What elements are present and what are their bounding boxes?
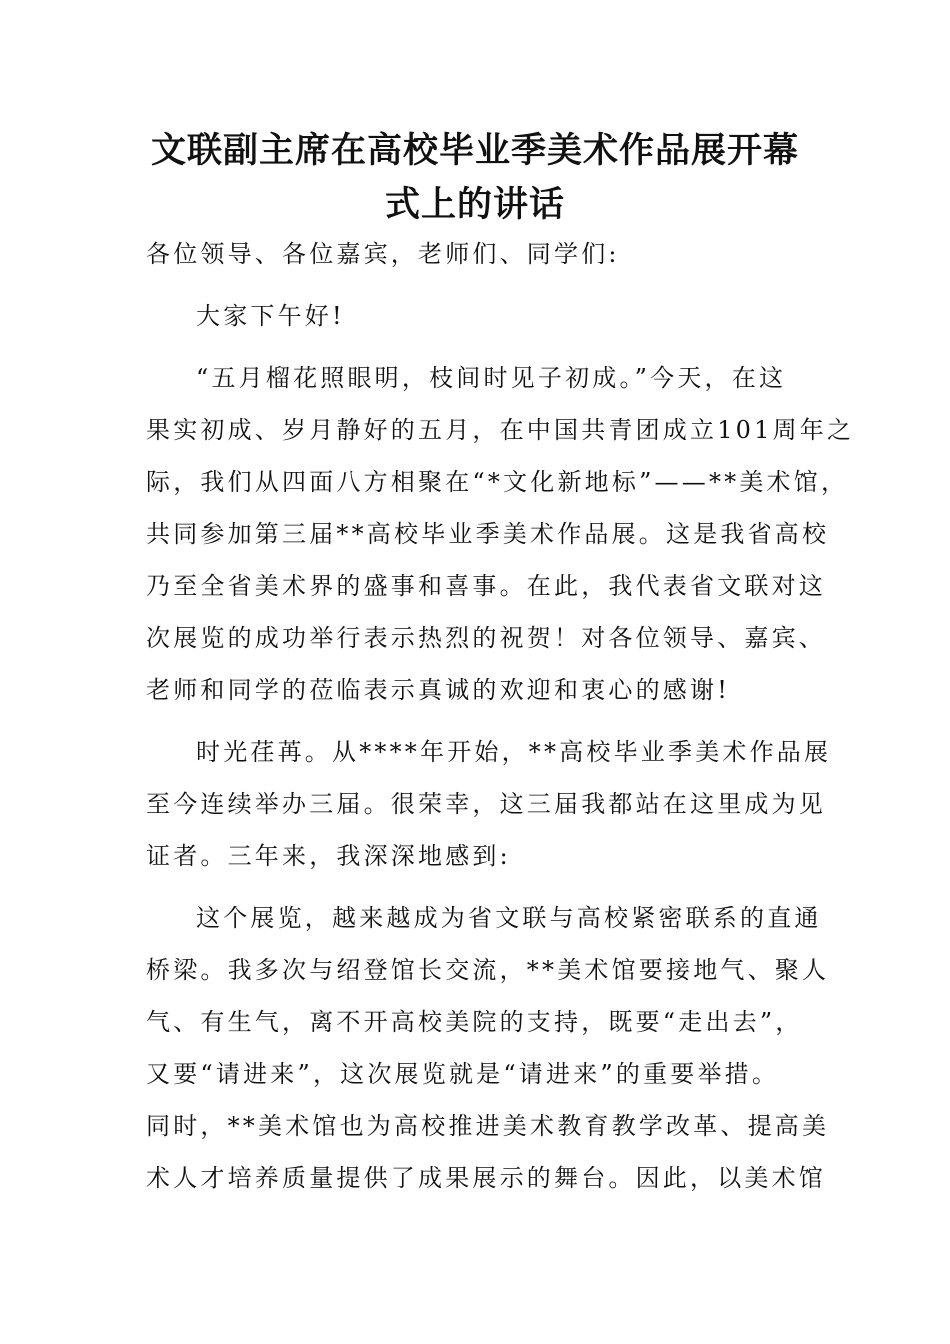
paragraph-line: 术人才培养质量提供了成果展示的舞台。因此，以美术馆 [146, 1164, 826, 1192]
paragraph-1 [146, 352, 855, 716]
title-line-2: 式上的讲话 [384, 184, 565, 225]
paragraph-line: 桥梁。我多次与绍登馆长交流，**美术馆要接地气、聚人 [146, 956, 830, 984]
paragraph-line: 次展览的成功举行表示热烈的祝贺！对各位领导、嘉宾、 [146, 624, 826, 652]
paragraph-line: 果实初成、岁月静好的五月，在中国共青团成立101周年之 [146, 416, 855, 444]
paragraph-line: 共同参加第三届**高校毕业季美术作品展。这是我省高校 [146, 520, 830, 548]
greeting: 大家下午好! [196, 302, 345, 330]
paragraph-line: 这个展览，越来越成为省文联与高校紧密联系的直通 [196, 904, 822, 932]
document-title [130, 124, 820, 232]
paragraph-line: 际，我们从四面八方相聚在“*文化新地标”——**美术馆， [146, 468, 849, 496]
paragraph-3 [146, 892, 830, 1204]
paragraph-line: 又要“请进来”，这次展览就是“请进来”的重要举措。 [146, 1060, 780, 1088]
document-body [146, 228, 855, 1204]
paragraph-line: 气、有生气，离不开高校美院的支持，既要“走出去”， [146, 1008, 803, 1036]
title-line-1: 文联副主席在高校毕业季美术作品展开幕 [150, 130, 799, 171]
paragraph-line: “五月榴花照眼明，枝间时见子初成。”今天，在这 [196, 364, 787, 392]
paragraph-2 [146, 726, 832, 882]
paragraph-line: 证者。三年来，我深深地感到: [146, 842, 511, 870]
paragraph-line: 老师和同学的莅临表示真诚的欢迎和衷心的感谢! [146, 676, 731, 704]
paragraph-line: 乃至全省美术界的盛事和喜事。在此，我代表省文联对这 [146, 572, 826, 600]
salutation: 各位领导、各位嘉宾，老师们、同学们: [146, 240, 620, 268]
paragraph-line: 同时，**美术馆也为高校推进美术教育教学改革、提高美 [146, 1112, 830, 1140]
paragraph-line: 时光荏苒。从****年开始，**高校毕业季美术作品展 [196, 738, 832, 766]
paragraph-line: 至今连续举办三届。很荣幸，这三届我都站在这里成为见 [146, 790, 826, 818]
